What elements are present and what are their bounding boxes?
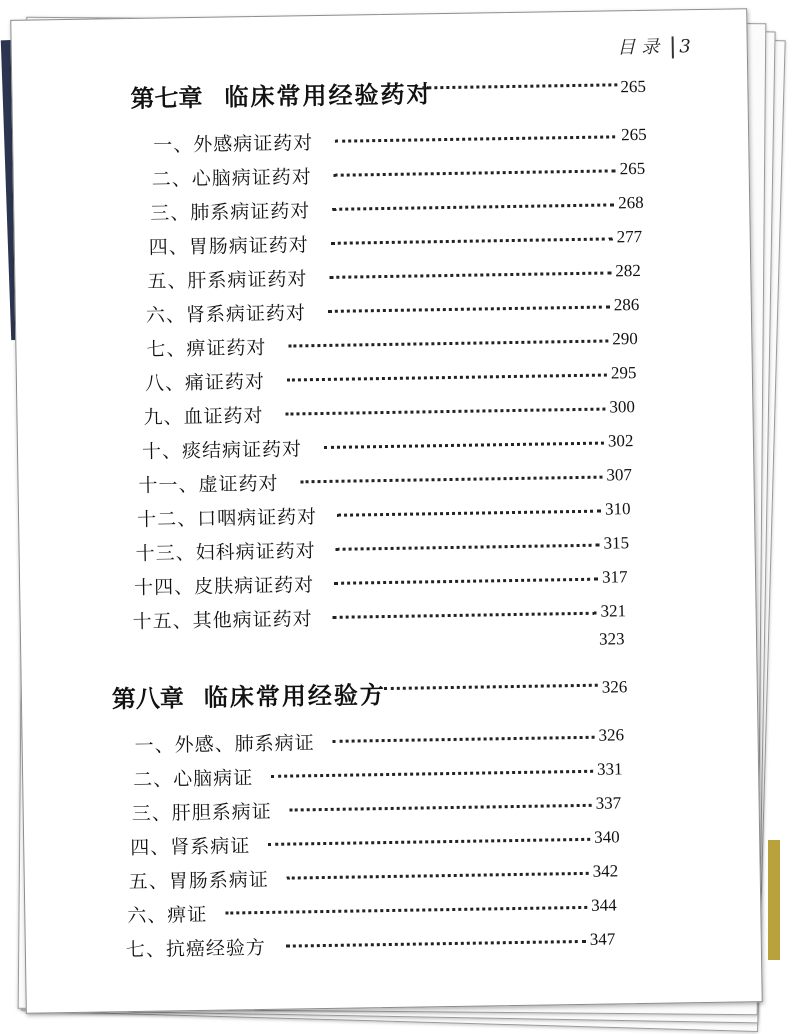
- toc-entry-page: 315: [603, 533, 630, 553]
- leader-dots: [333, 612, 597, 619]
- chapter-number: 第八章: [111, 683, 185, 714]
- chapter-heading[interactable]: [12, 69, 748, 121]
- toc-entry-label: 二、心脑病证药对: [151, 166, 312, 191]
- toc-page: [10, 8, 763, 1013]
- leader-dots: [335, 135, 615, 142]
- toc-entry-page: 310: [604, 499, 631, 519]
- toc-entry-page: 302: [607, 431, 634, 451]
- toc-entry-page: 337: [595, 793, 622, 813]
- toc-entry-label: 五、胃肠系病证: [128, 868, 269, 894]
- toc-entry-page: 347: [589, 929, 616, 949]
- toc-entry-label: 六、肾系病证药对: [145, 302, 307, 327]
- toc-entry-page: 321: [600, 601, 627, 621]
- chapter-heading[interactable]: [22, 669, 758, 721]
- toc-entry-page: 295: [610, 363, 637, 383]
- toc-entry-page: 286: [613, 295, 640, 315]
- leader-dots: [287, 872, 589, 880]
- leader-dots: [329, 271, 611, 278]
- toc-entry-page: 323: [598, 629, 625, 649]
- running-header: [617, 32, 697, 59]
- chapter-page: 326: [601, 677, 628, 697]
- toc-entry-label: 十、痰结病证药对: [141, 438, 303, 463]
- toc-entry-label: 十二、口咽病证药对: [136, 506, 318, 531]
- toc-entry-label: 一、外感病证药对: [153, 132, 314, 157]
- leader-dots: [328, 305, 610, 312]
- header-page-number: 3: [679, 36, 697, 58]
- toc-entry-label: 十五、其他病证药对: [132, 608, 313, 633]
- leader-dots: [225, 906, 587, 915]
- toc-entry-page: 340: [594, 827, 620, 847]
- toc-entry-label: 三、肝胆系病证: [131, 800, 272, 826]
- toc-entry-label: 二、心脑病证: [133, 767, 254, 792]
- chapter-title: 临床常用经验方: [203, 680, 387, 712]
- toc-entry-page: 265: [619, 158, 646, 179]
- toc-entry-page: 326: [598, 725, 625, 745]
- toc-entry-label: 十一、虚证药对: [138, 472, 279, 497]
- leader-dots: [384, 684, 598, 690]
- toc-entry-label: 五、肝系病证药对: [147, 268, 308, 293]
- leader-dots: [333, 736, 595, 743]
- leader-dots: [324, 442, 604, 449]
- section-title: 目录: [617, 36, 666, 59]
- toc-entry-label: 十四、皮肤病证药对: [134, 574, 315, 599]
- leader-dots: [285, 408, 605, 416]
- toc-entry-page: 290: [612, 329, 638, 349]
- book-cover-edge: [768, 840, 780, 960]
- toc-entry-page: 300: [609, 397, 636, 417]
- chapter-title: 临床常用经验药对: [224, 79, 433, 112]
- leader-dots: [332, 203, 614, 210]
- toc-entry-page: 268: [618, 192, 644, 213]
- toc-entry-label: 四、胃肠病证药对: [148, 234, 310, 259]
- toc-entry-label: 一、外感、肺系病证: [134, 732, 315, 757]
- toc-entry-label: 四、肾系病证: [130, 835, 251, 860]
- toc-entry-label: 八、痛证药对: [144, 370, 266, 395]
- toc-entry-page: 277: [616, 226, 643, 247]
- toc-entry-label: 七、痹证药对: [146, 336, 267, 361]
- leader-dots: [331, 237, 613, 244]
- leader-dots: [268, 838, 590, 846]
- toc-entry-page: 282: [615, 260, 641, 281]
- leader-dots: [287, 374, 607, 382]
- leader-dots: [271, 770, 593, 778]
- header-divider: [671, 36, 673, 58]
- leader-dots: [337, 510, 601, 517]
- chapter-number: 第七章: [130, 82, 203, 113]
- toc-entry-page: 307: [606, 465, 633, 485]
- leader-dots: [334, 169, 616, 176]
- toc-entry-label: 十三、妇科病证药对: [135, 540, 316, 565]
- toc-entry-page: 344: [591, 895, 617, 915]
- leader-dots: [288, 339, 608, 347]
- toc-entry-page: 317: [601, 567, 628, 587]
- leader-dots: [422, 83, 617, 89]
- toc-entry-page: 331: [596, 759, 623, 779]
- toc-entry[interactable]: [26, 925, 761, 967]
- toc-entry-label: 七、抗癌经验方: [125, 936, 267, 962]
- leader-dots: [334, 578, 598, 585]
- toc-entry-label: 三、肺系病证药对: [150, 200, 311, 225]
- chapter-page: 265: [620, 76, 647, 97]
- leader-dots: [301, 476, 603, 484]
- leader-dots: [286, 940, 586, 948]
- leader-dots: [336, 544, 600, 551]
- toc-entry-label: 九、血证药对: [143, 404, 264, 429]
- leader-dots: [290, 804, 592, 812]
- toc-entry-page: 342: [592, 861, 619, 881]
- toc-entry-page: 265: [620, 124, 647, 145]
- toc-entry-label: 六、痹证: [127, 903, 208, 928]
